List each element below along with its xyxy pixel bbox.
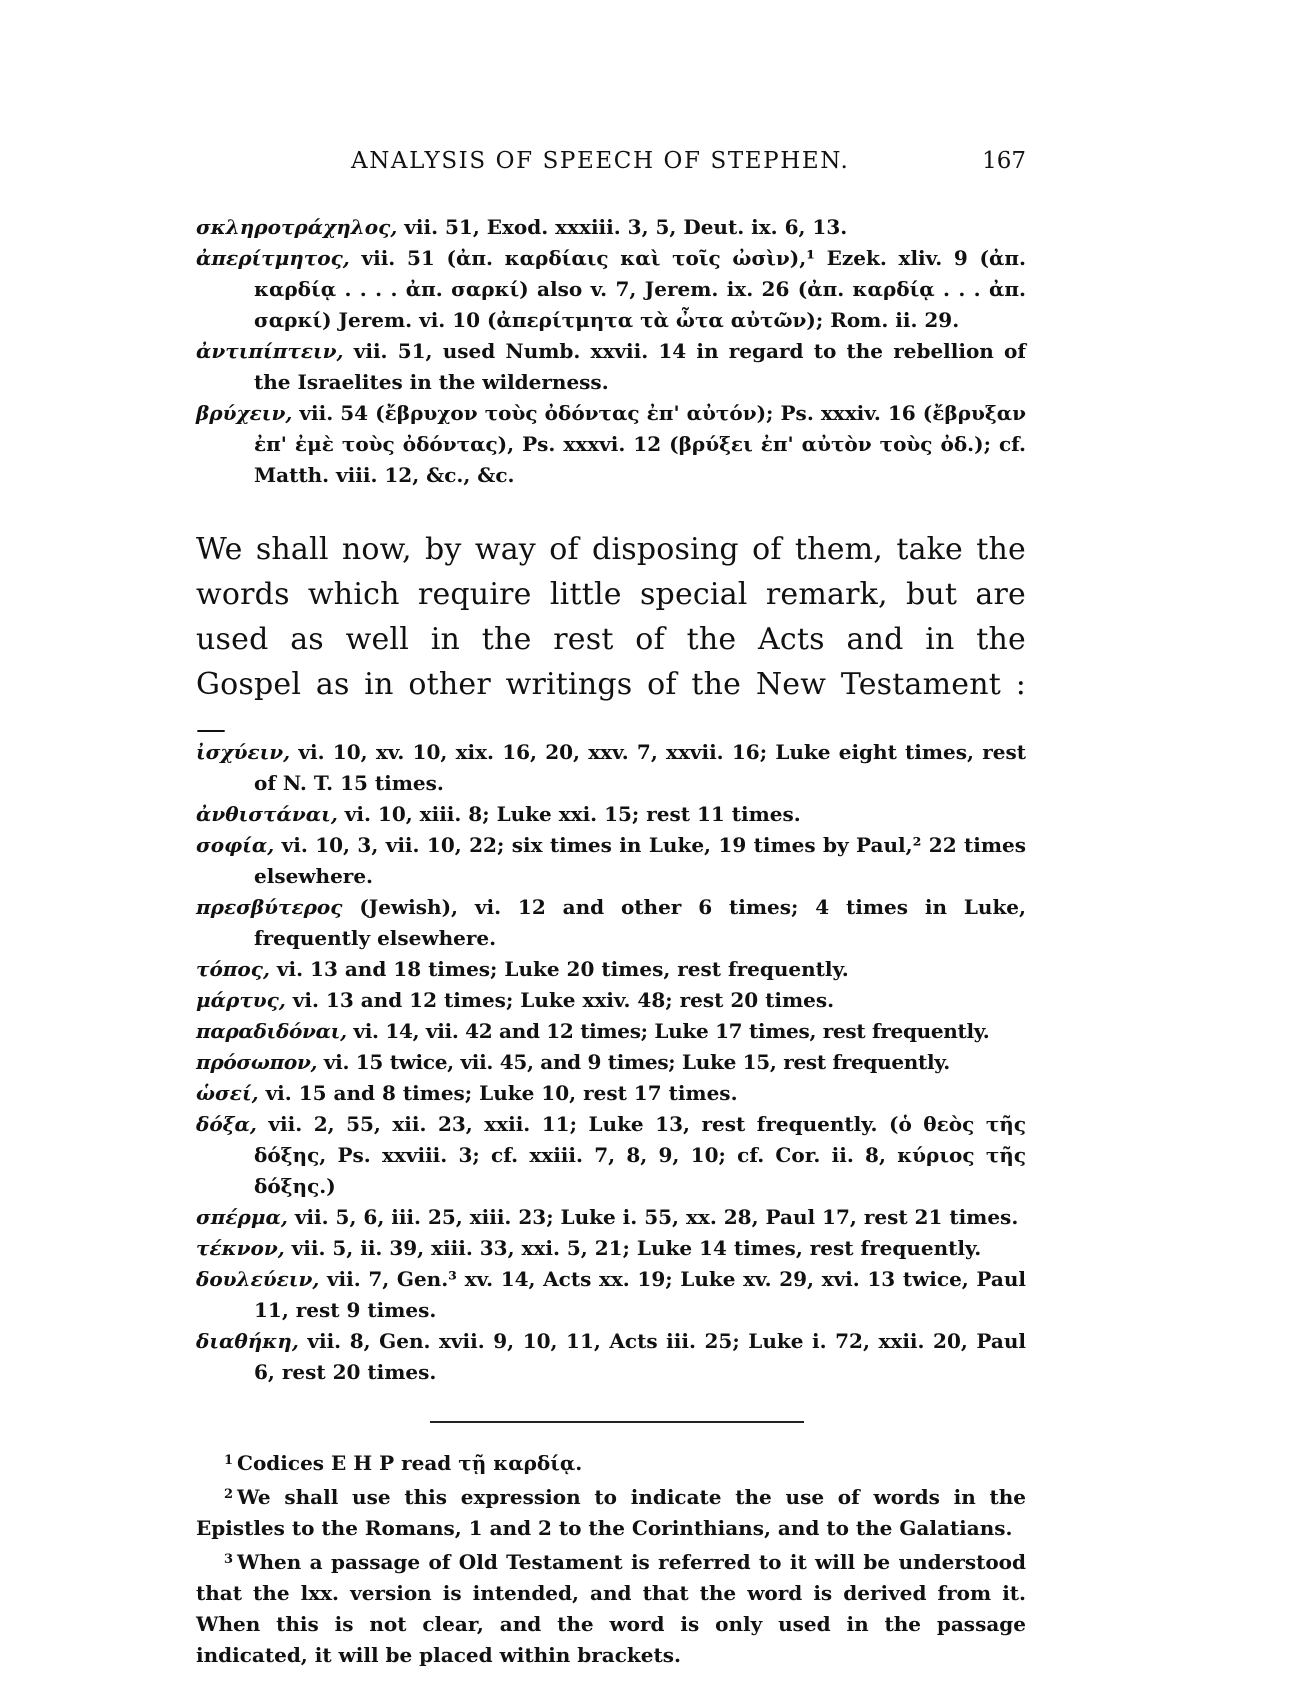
footnote-marker: 1 (224, 1453, 234, 1468)
greek-lemma: ἀπερίτμητος, (196, 246, 350, 270)
list-item (196, 1109, 1026, 1202)
running-title: ANALYSIS OF SPEECH OF STEPHEN. (351, 148, 850, 174)
list-item (196, 1078, 1026, 1109)
running-head (196, 148, 1026, 180)
entry-text: vi. 10, xiii. 8; Luke xxi. 15; rest 11 times. (344, 802, 801, 826)
body-paragraph: We shall now, by way of disposing of them, take the words which require little special remark, but are used as well in the rest of the Acts and in the Gospel as in other writings of the New Testament :— (196, 532, 1026, 747)
greek-lemma: δουλεύειν, (196, 1267, 320, 1291)
entry-text: vi. 14, vii. 42 and 12 times; Luke 17 times, rest frequently. (353, 1019, 990, 1043)
list-item (196, 954, 1026, 985)
entry-text: vii. 2, 55, xii. 23, xxii. 11; Luke 13, rest frequently. (ὁ θεὸς τῆς δόξης, Ps. xxviii. 3; cf. xxiii. 7, 8, 9, 10; cf. Cor. ii. 8, κύριος τῆς δόξης.) (254, 1112, 1026, 1198)
list-item (196, 892, 1026, 954)
list-item (196, 1202, 1026, 1233)
footnote (196, 1445, 1026, 1479)
footnote-text: When a passage of Old Testament is referred to it will be understood that the lxx. version is intended, and that the word is derived from it. When this is not clear, and the word is only used in the passage indicated, it will be placed within brackets. (196, 1550, 1026, 1667)
list-item (196, 212, 1026, 243)
list-item (196, 336, 1026, 398)
footnote-text: We shall use this expression to indicate the use of words in the Epistles to the Romans, 1 and 2 to the Corinthians, and to the Galatians. (196, 1485, 1026, 1540)
entry-text: vi. 13 and 12 times; Luke xxiv. 48; rest 20 times. (292, 988, 835, 1012)
entry-text: vii. 51, used Numb. xxvii. 14 in regard to the rebellion of the Israelites in the wilderness. (254, 339, 1026, 394)
entry-text: vii. 51, Exod. xxxiii. 3, 5, Deut. ix. 6, 13. (404, 215, 848, 239)
word-list-old-testament (196, 212, 1026, 491)
greek-lemma: ἰσχύειν, (196, 740, 291, 764)
footnote (196, 1544, 1026, 1671)
entry-text: vii. 5, 6, iii. 25, xiii. 23; Luke i. 55, xx. 28, Paul 17, rest 21 times. (294, 1205, 1019, 1229)
greek-lemma: ἀντιπίπτειν, (196, 339, 344, 363)
list-item (196, 1233, 1026, 1264)
list-item (196, 1326, 1026, 1388)
greek-lemma: σκληροτράχηλος, (196, 215, 398, 239)
entry-text: vi. 15 and 8 times; Luke 10, rest 17 times. (265, 1081, 738, 1105)
footnote-marker: 2 (224, 1487, 234, 1502)
list-item (196, 737, 1026, 799)
list-item (196, 243, 1026, 336)
greek-lemma: μάρτυς, (196, 988, 286, 1012)
list-item (196, 1016, 1026, 1047)
footnote-divider (430, 1421, 804, 1423)
entry-text: vii. 8, Gen. xvii. 9, 10, 11, Acts iii. 25; Luke i. 72, xxii. 20, Paul 6, rest 20 times. (254, 1329, 1026, 1384)
greek-lemma: πρεσβύτερος (196, 895, 343, 919)
footnote-marker: 3 (224, 1552, 234, 1567)
entry-text: vii. 5, ii. 39, xiii. 33, xxi. 5, 21; Luke 14 times, rest frequently. (291, 1236, 982, 1260)
greek-lemma: ὡσεί, (196, 1081, 259, 1105)
footnote (196, 1479, 1026, 1544)
footnotes (196, 1445, 1026, 1671)
page-number: 167 (982, 148, 1026, 174)
footnote-text: Codices E H P read τῇ καρδίᾳ. (237, 1451, 583, 1475)
list-item (196, 799, 1026, 830)
greek-lemma: παραδιδόναι, (196, 1019, 347, 1043)
greek-lemma: διαθήκη, (196, 1329, 299, 1353)
entry-text: vi. 13 and 18 times; Luke 20 times, rest frequently. (276, 957, 849, 981)
greek-lemma: σοφία, (196, 833, 275, 857)
word-list-new-testament (196, 737, 1026, 1388)
greek-lemma: πρόσωπον, (196, 1050, 318, 1074)
greek-lemma: σπέρμα, (196, 1205, 288, 1229)
list-item (196, 398, 1026, 491)
greek-lemma: τόπος, (196, 957, 270, 981)
list-item (196, 1264, 1026, 1326)
entry-text: vii. 51 (ἀπ. καρδίαις καὶ τοῖς ὠσὶν),¹ Ezek. xliv. 9 (ἀπ. καρδίᾳ . . . . ἀπ. σαρκί) also v. 7, Jerem. ix. 26 (ἀπ. καρδίᾳ . . . ἀπ. σαρκί) Jerem. vi. 10 (ἀπερίτμητα τὰ ὦτα αὐτῶν); Rom. ii. 29. (254, 246, 1027, 332)
list-item (196, 1047, 1026, 1078)
entry-text: vii. 7, Gen.³ xv. 14, Acts xx. 19; Luke xv. 29, xvi. 13 twice, Paul 11, rest 9 times. (254, 1267, 1026, 1322)
entry-text: vi. 10, xv. 10, xix. 16, 20, xxv. 7, xxvii. 16; Luke eight times, rest of N. T. 15 times. (254, 740, 1026, 795)
greek-lemma: δόξα, (196, 1112, 257, 1136)
greek-lemma: βρύχειν, (196, 401, 293, 425)
entry-text: vii. 54 (ἔβρυχον τοὺς ὀδόντας ἐπ' αὐτόν); Ps. xxxiv. 16 (ἔβρυξαν ἐπ' ἐμὲ τοὺς ὀδόντας), Ps. xxxvi. 12 (βρύξει ἐπ' αὐτὸν τοὺς ὀδ.); cf. Matth. viii. 12, &c., &c. (254, 401, 1026, 487)
list-item (196, 985, 1026, 1016)
greek-lemma: τέκνον, (196, 1236, 285, 1260)
entry-text: vi. 15 twice, vii. 45, and 9 times; Luke 15, rest frequently. (323, 1050, 950, 1074)
entry-text: (Jewish), vi. 12 and other 6 times; 4 times in Luke, frequently elsewhere. (254, 895, 1026, 950)
list-item (196, 830, 1026, 892)
entry-text: vi. 10, 3, vii. 10, 22; six times in Luke, 19 times by Paul,² 22 times elsewhere. (254, 833, 1027, 888)
greek-lemma: ἀνθιστάναι, (196, 802, 338, 826)
